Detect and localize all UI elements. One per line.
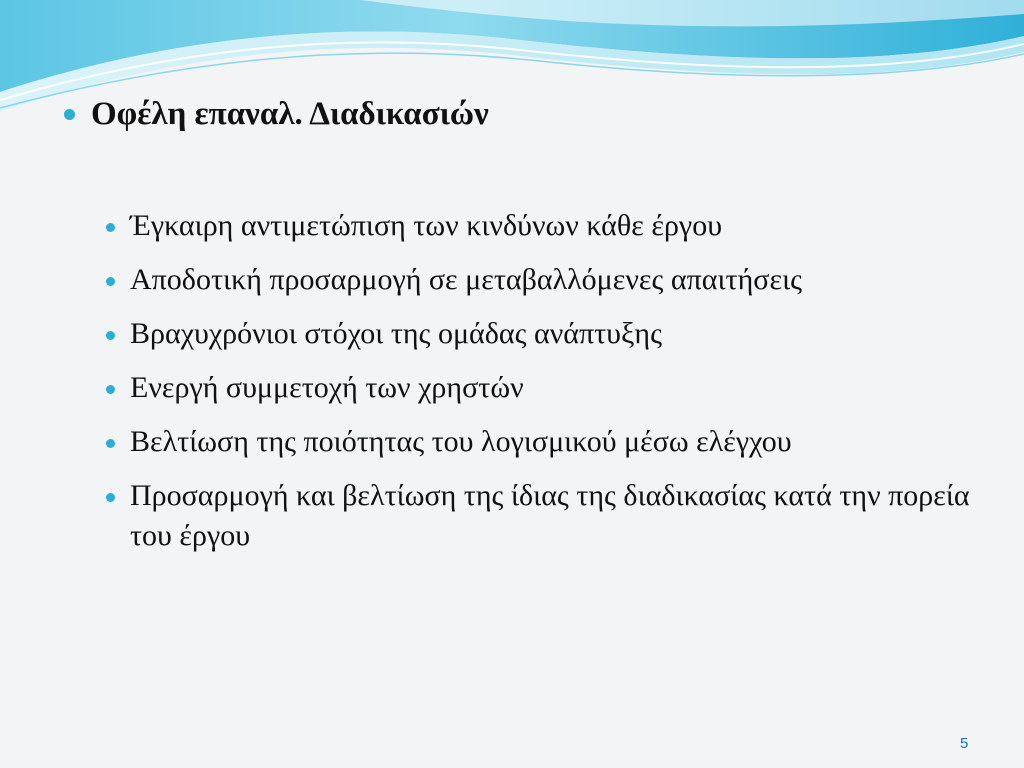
list-item <box>106 476 986 556</box>
list-item-text: Προσαρμογή και βελτίωση της ίδιας της διαδικασίας κατά την πορεία του έργου <box>130 479 970 552</box>
slide-title: Οφέλη επαναλ. Διαδικασιών <box>91 96 489 132</box>
list-item-text: Βραχυχρόνιοι στόχοι της ομάδας ανάπτυξης <box>130 317 662 350</box>
list-item <box>106 206 986 246</box>
list-item <box>106 368 986 408</box>
list-item <box>106 422 986 462</box>
list-item <box>106 314 986 354</box>
list-item-text: Έγκαιρη αντιμετώπιση των κινδύνων κάθε έργου <box>130 209 723 242</box>
page-number: 5 <box>960 735 969 752</box>
bullet-icon <box>106 439 115 448</box>
bullet-icon <box>106 493 115 502</box>
bullet-icon <box>106 277 115 286</box>
list-item-text: Βελτίωση της ποιότητας του λογισμικού μέσω ελέγχου <box>130 425 792 458</box>
bullet-icon <box>106 331 115 340</box>
list-item-text: Ενεργή συμμετοχή των χρηστών <box>130 371 524 404</box>
bullet-icon <box>106 223 115 232</box>
list-item-text: Αποδοτική προσαρμογή σε μεταβαλλόμενες απαιτήσεις <box>130 263 803 296</box>
list-item <box>106 260 986 300</box>
title-row <box>64 94 489 134</box>
bullet-list <box>106 206 986 570</box>
title-bullet-icon <box>64 109 75 120</box>
bullet-icon <box>106 385 115 394</box>
